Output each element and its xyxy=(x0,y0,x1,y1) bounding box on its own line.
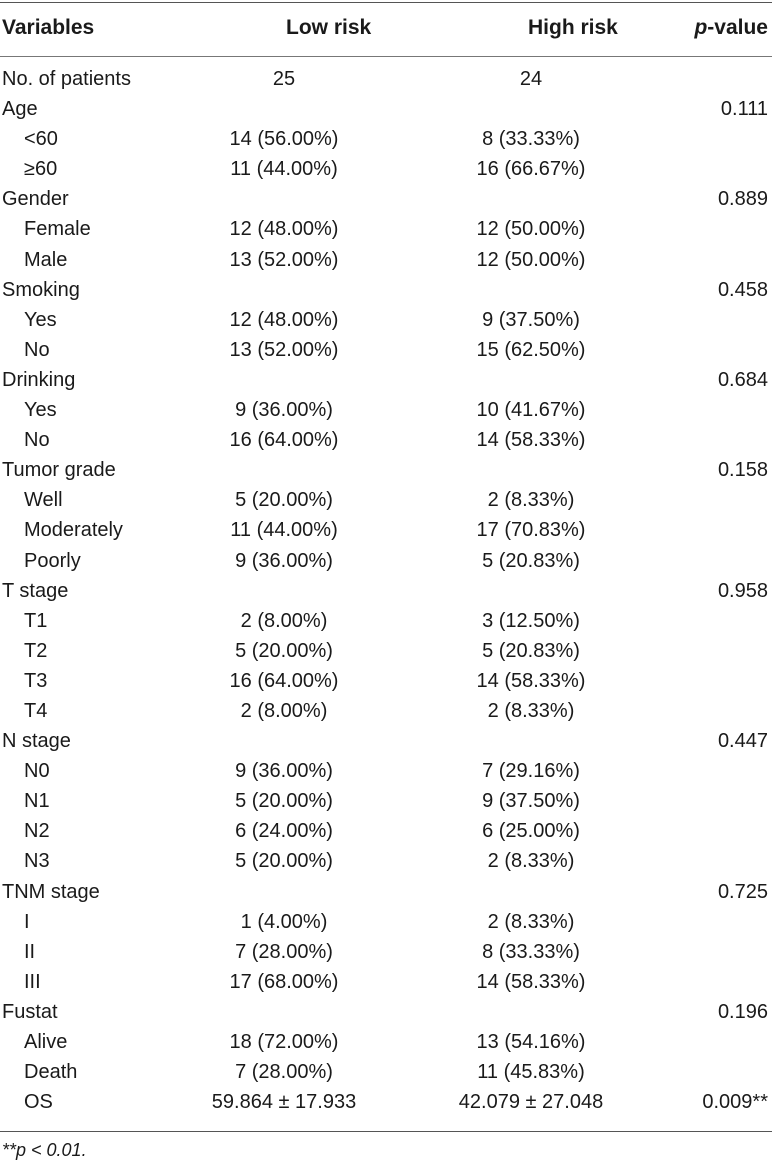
row-high-risk: 2 (8.33%) xyxy=(487,910,575,933)
row-low-risk: 14 (56.00%) xyxy=(229,128,339,151)
row-label: III xyxy=(24,970,41,993)
row-label: TNM stage xyxy=(2,880,100,903)
row-p-value: 0.458 xyxy=(717,278,768,301)
row-label: OS xyxy=(24,1091,53,1114)
row-high-risk: 13 (54.16%) xyxy=(476,1031,586,1053)
row-low-risk: 25 xyxy=(272,68,296,90)
table-row xyxy=(0,66,772,96)
table-row xyxy=(0,277,772,307)
header-p-value xyxy=(694,16,768,40)
row-label: Yes xyxy=(24,399,57,422)
row-low-risk: 5 (20.00%) xyxy=(235,489,333,512)
row-label: T3 xyxy=(24,669,48,692)
row-label: Yes xyxy=(24,308,57,331)
table-row xyxy=(0,999,772,1029)
table-row xyxy=(0,698,772,728)
row-low-risk: 5 (20.00%) xyxy=(235,790,333,813)
row-high-risk: 14 (58.33%) xyxy=(476,429,586,452)
row-label: Female xyxy=(24,218,91,241)
row-high-risk: 6 (25.00%) xyxy=(482,820,580,843)
row-high-risk: 5 (20.83%) xyxy=(482,639,580,662)
table-header-rule xyxy=(0,56,772,57)
table-row xyxy=(0,337,772,367)
row-p-value: 0.958 xyxy=(717,579,768,602)
row-high-risk: 2 (8.33%) xyxy=(487,699,575,722)
row-label: No xyxy=(24,338,50,361)
table-row xyxy=(0,216,772,246)
row-label: N2 xyxy=(24,820,50,843)
row-label: N stage xyxy=(2,730,71,753)
table-row xyxy=(0,307,772,337)
table-row xyxy=(0,758,772,788)
row-low-risk: 12 (48.00%) xyxy=(229,218,339,241)
table-row xyxy=(0,96,772,126)
row-label: Gender xyxy=(2,188,69,211)
table-row xyxy=(0,969,772,999)
row-low-risk: 13 (52.00%) xyxy=(229,248,339,271)
row-label: Death xyxy=(24,1061,78,1084)
row-label: T1 xyxy=(24,609,48,632)
table-row xyxy=(0,548,772,578)
row-high-risk: 14 (58.33%) xyxy=(476,669,586,692)
row-high-risk: 2 (8.33%) xyxy=(487,850,575,873)
row-low-risk: 2 (8.00%) xyxy=(240,609,328,632)
row-low-risk: 9 (36.00%) xyxy=(235,399,333,422)
row-label: ≥60 xyxy=(24,158,58,181)
table-row xyxy=(0,457,772,487)
row-p-value: 0.684 xyxy=(717,368,768,391)
table-row xyxy=(0,156,772,186)
row-low-risk: 1 (4.00%) xyxy=(240,910,328,933)
row-high-risk: 3 (12.50%) xyxy=(482,609,580,632)
table-row xyxy=(0,186,772,216)
table-row xyxy=(0,728,772,758)
row-label: T2 xyxy=(24,639,48,662)
row-high-risk: 10 (41.67%) xyxy=(476,399,586,422)
row-label: Smoking xyxy=(2,278,80,301)
row-high-risk: 15 (62.50%) xyxy=(476,338,586,361)
row-low-risk: 16 (64.00%) xyxy=(229,669,339,692)
row-label: Alive xyxy=(24,1031,68,1053)
header-high-risk: High risk xyxy=(528,16,618,39)
row-high-risk: 12 (50.00%) xyxy=(476,218,586,241)
row-high-risk: 14 (58.33%) xyxy=(476,970,586,993)
row-low-risk: 16 (64.00%) xyxy=(229,429,339,452)
table-row xyxy=(0,848,772,878)
row-p-value: 0.889 xyxy=(717,188,768,211)
row-low-risk: 12 (48.00%) xyxy=(229,308,339,331)
table-row xyxy=(0,1089,772,1119)
row-label: Fustat xyxy=(2,1000,58,1023)
table-row xyxy=(0,1029,772,1059)
row-p-value: 0.196 xyxy=(717,1000,768,1023)
row-low-risk: 18 (72.00%) xyxy=(229,1031,339,1053)
table-row xyxy=(0,879,772,909)
row-low-risk: 9 (36.00%) xyxy=(235,549,333,572)
row-label: N1 xyxy=(24,790,50,813)
table-row xyxy=(0,487,772,517)
row-label: <60 xyxy=(24,128,58,151)
header-p-suffix: -value xyxy=(707,16,768,39)
table-row xyxy=(0,367,772,397)
row-low-risk: 5 (20.00%) xyxy=(235,639,333,662)
row-high-risk: 9 (37.50%) xyxy=(482,308,580,331)
row-high-risk: 17 (70.83%) xyxy=(476,519,586,542)
table-row xyxy=(0,517,772,547)
row-low-risk: 13 (52.00%) xyxy=(229,338,339,361)
table-row xyxy=(0,909,772,939)
row-label: II xyxy=(24,940,36,963)
table-row xyxy=(0,638,772,668)
table-row xyxy=(0,427,772,457)
row-high-risk: 42.079 ± 27.048 xyxy=(458,1091,604,1114)
row-low-risk: 7 (28.00%) xyxy=(235,1061,333,1084)
table-row xyxy=(0,578,772,608)
row-label: N3 xyxy=(24,850,50,873)
row-low-risk: 7 (28.00%) xyxy=(235,940,333,963)
row-high-risk: 9 (37.50%) xyxy=(482,790,580,813)
row-low-risk: 59.864 ± 17.933 xyxy=(211,1091,357,1114)
row-low-risk: 6 (24.00%) xyxy=(235,820,333,843)
row-label: N0 xyxy=(24,760,50,783)
row-label: Well xyxy=(24,489,63,512)
row-p-value: 0.725 xyxy=(717,880,768,903)
table-row xyxy=(0,608,772,638)
row-p-value: 0.447 xyxy=(717,730,768,753)
row-high-risk: 7 (29.16%) xyxy=(482,760,580,783)
row-label: Tumor grade xyxy=(2,459,116,482)
table-row xyxy=(0,126,772,156)
row-high-risk: 11 (45.83%) xyxy=(477,1061,585,1084)
row-label: T stage xyxy=(2,579,69,602)
row-p-value: 0.009** xyxy=(702,1091,768,1114)
row-p-value: 0.111 xyxy=(720,98,768,121)
row-low-risk: 11 (44.00%) xyxy=(230,519,338,542)
row-high-risk: 16 (66.67%) xyxy=(476,158,586,181)
table-body xyxy=(0,66,772,1119)
row-low-risk: 11 (44.00%) xyxy=(230,158,338,181)
row-label: Poorly xyxy=(24,549,81,572)
row-p-value: 0.158 xyxy=(717,459,768,482)
row-low-risk: 5 (20.00%) xyxy=(235,850,333,873)
table-header xyxy=(0,0,772,56)
row-label: Drinking xyxy=(2,368,76,391)
row-label: Moderately xyxy=(24,519,123,542)
table-bottom-rule xyxy=(0,1131,772,1132)
row-high-risk: 8 (33.33%) xyxy=(482,940,580,963)
row-high-risk: 5 (20.83%) xyxy=(482,549,580,572)
table-row xyxy=(0,788,772,818)
row-low-risk: 9 (36.00%) xyxy=(235,760,333,783)
table-row xyxy=(0,939,772,969)
header-low-risk: Low risk xyxy=(286,16,372,39)
table-row xyxy=(0,397,772,427)
row-high-risk: 8 (33.33%) xyxy=(482,128,580,151)
row-label: Male xyxy=(24,248,68,271)
row-low-risk: 17 (68.00%) xyxy=(229,970,339,993)
row-label: T4 xyxy=(24,699,48,722)
row-label: No. of patients xyxy=(2,68,131,90)
table-row xyxy=(0,818,772,848)
table-row xyxy=(0,668,772,698)
row-label: No xyxy=(24,429,50,452)
header-variables: Variables xyxy=(2,16,95,39)
row-high-risk: 12 (50.00%) xyxy=(476,248,586,271)
table-footnote: **p < 0.01. xyxy=(2,1140,87,1160)
row-label: I xyxy=(24,910,30,933)
table-row xyxy=(0,247,772,277)
row-high-risk: 24 xyxy=(519,68,543,90)
row-low-risk: 2 (8.00%) xyxy=(240,699,328,722)
row-high-risk: 2 (8.33%) xyxy=(487,489,575,512)
row-label: Age xyxy=(2,98,38,121)
table-row xyxy=(0,1059,772,1089)
header-p-italic: p xyxy=(694,16,708,39)
